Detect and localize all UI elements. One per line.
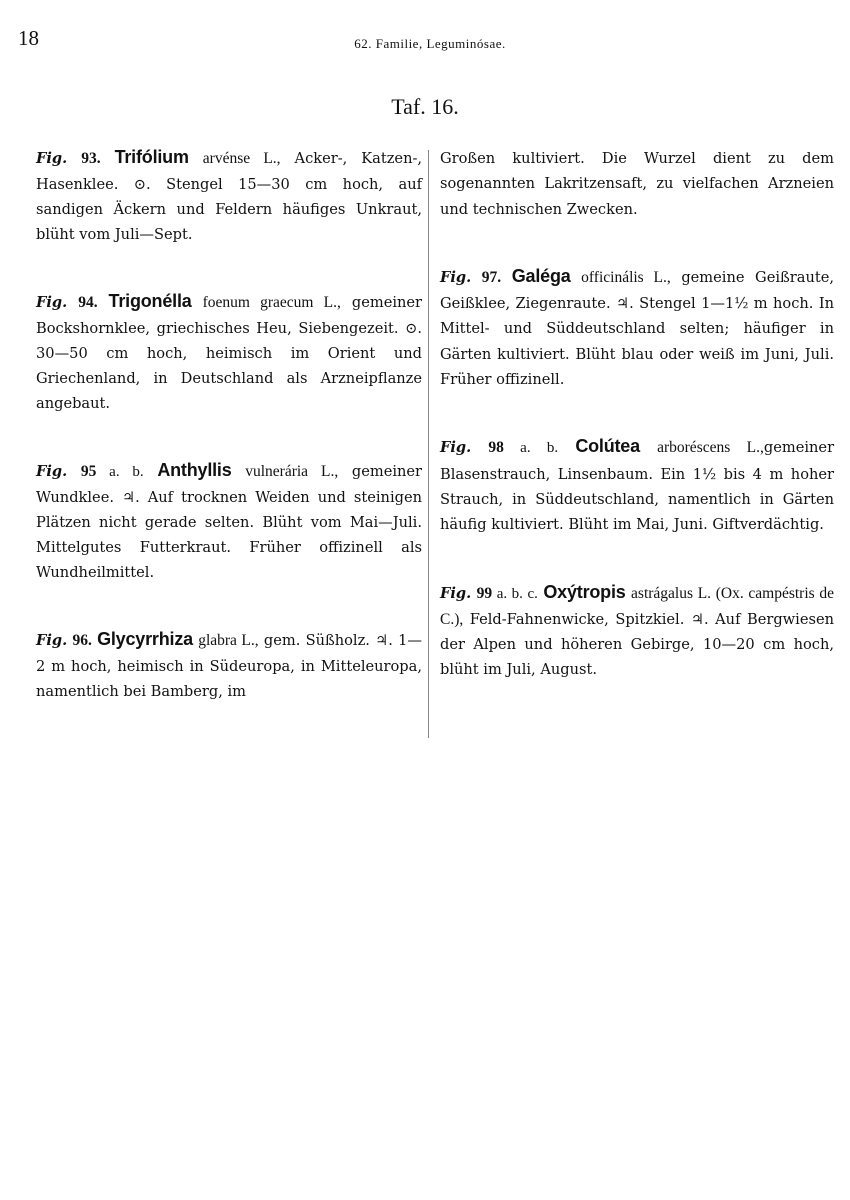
- genus-name: Galéga: [511, 265, 571, 286]
- fig-label: Fig.: [440, 268, 472, 286]
- entry-fig-95: [36, 458, 422, 585]
- entry-text: gemeiner Blasenstrauch, Linsenbaum. Ein 1½ bis 4 m hoher Strauch, in Süddeutschland, namentlich in Gärten häufig kultiviert. Blüht im Mai, Juni. Giftverdächtig.: [440, 439, 835, 534]
- fig-label: Fig.: [36, 294, 68, 311]
- running-head: 62. Familie, Leguminósae.: [354, 36, 506, 51]
- fig-label: Fig.: [36, 632, 68, 649]
- species-name: arvénse L.,: [202, 150, 281, 167]
- entry-fig-96: [36, 627, 422, 704]
- right-column: [440, 146, 834, 683]
- genus-name: Trifólium: [114, 147, 189, 167]
- entry-fig-94: [36, 289, 422, 416]
- species-name: arboréscens L.,: [657, 439, 764, 457]
- fig-number: 99: [476, 584, 493, 602]
- entry-text: Acker-, Katzen-, Hasenklee. ⊙. Stengel 15—30 cm hoch, auf sandigen Äckern und Feldern häufiges Unkraut, blüht vom Juli—Sept.: [36, 150, 423, 243]
- genus-name: Anthyllis: [157, 460, 232, 480]
- entry-fig-99: [440, 580, 834, 683]
- genus-name: Oxýtropis: [543, 581, 626, 602]
- species-name: vulnerária L.,: [245, 463, 339, 480]
- column-divider: [428, 150, 429, 738]
- entry-text: gemeiner Wundklee. ♃. Auf trocknen Weiden und steinigen Plätzen nicht gerade selten. Blüht vom Mai—Juli. Mittelgutes Futterkraut. Früher offizinell als Wundheilmittel.: [36, 463, 423, 581]
- species-name: officinális L.,: [581, 268, 671, 286]
- plate-sub: a. b.: [96, 464, 144, 480]
- entry-text: gem. Süßholz. ♃. 1—2 m hoch, heimisch in Südeuropa, in Mitteleuropa, namentlich bei Bamberg, im: [36, 632, 422, 700]
- fig-number: 94.: [78, 294, 98, 311]
- fig-number: 97.: [481, 268, 502, 286]
- entry-fig-97: [440, 264, 834, 392]
- species-name: foenum graecum L.,: [202, 294, 341, 311]
- entry-fig-93: [36, 145, 422, 247]
- fig-number: 93.: [81, 150, 101, 167]
- fig-label: Fig.: [36, 463, 68, 480]
- page-number: 18: [18, 26, 39, 50]
- fig-label: Fig.: [440, 584, 472, 602]
- entry-text: gemeiner Bockshornklee, griechisches Heu, Siebengezeit. ⊙. 30—50 cm hoch, heimisch im Orient und Griechenland, in Deutschland als Arzneipflanze angebaut.: [36, 294, 423, 412]
- fig-number: 96.: [72, 632, 92, 649]
- plate-sub: a. b. c.: [492, 585, 538, 602]
- fig-number: 95: [80, 463, 97, 480]
- entry-text: gemeine Geißraute, Geißklee, Ziegenraute. ♃. Stengel 1—1½ m hoch. In Mittel- und Süddeutschland selten; häufiger in Gärten kultiviert. Blüht blau oder weiß im Juni, Juli. Früher offizinell.: [440, 268, 834, 389]
- genus-name: Glycyrrhiza: [97, 629, 193, 649]
- genus-name: Trigonélla: [108, 291, 192, 311]
- fig-number: 98: [488, 439, 504, 457]
- fig-label: Fig.: [440, 439, 472, 457]
- plate-title: Taf. 16.: [391, 94, 459, 119]
- left-column: [36, 145, 422, 704]
- continued-text: Großen kultiviert. Die Wurzel dient zu dem sogenannten Lakritzensaft, zu vielfachen Arzneien und technischen Zwecken.: [440, 150, 834, 218]
- entry-text: Feld-Fahnenwicke, Spitzkiel. ♃. Auf Bergwiesen der Alpen und höheren Gebirge, 10—20 cm hoch, blüht im Juli, August.: [440, 610, 834, 679]
- species-name: astrágalus L. (Ox. campéstris de C.),: [440, 584, 834, 628]
- fig-label: Fig.: [36, 150, 68, 167]
- genus-name: Colútea: [575, 436, 640, 457]
- plate-sub: a. b.: [503, 440, 559, 457]
- species-name: glabra L.,: [198, 632, 259, 649]
- entry-fig-98: [440, 434, 834, 537]
